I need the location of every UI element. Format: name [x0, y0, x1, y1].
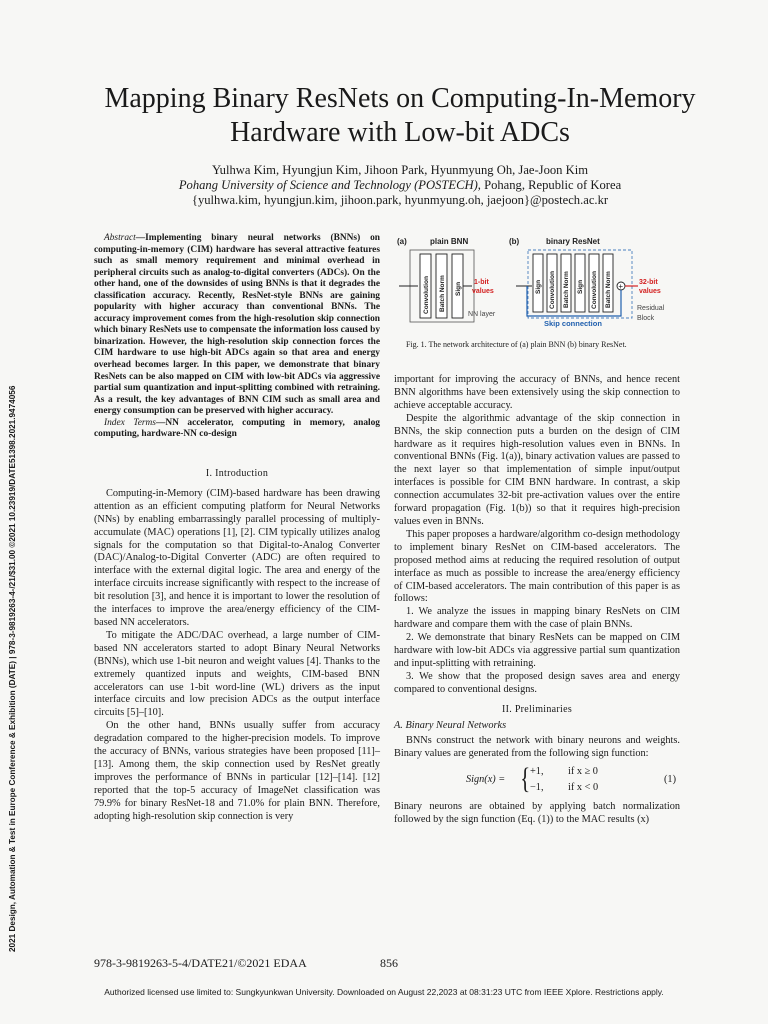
one-bit-label-2: values	[472, 288, 494, 295]
right-paragraph-2: This paper proposes a hardware/algorithm co-design methodology to implement binary ResNet on CIM-based accelerators. The proposed method aims at reducing the required resolution of output interface as much as possible to increase the area/energy efficiency of CIM-based accelerators. The main contribution of this paper is as follows:	[394, 528, 680, 605]
affiliation	[60, 178, 740, 193]
index-terms-label: Index Terms	[104, 417, 156, 428]
equation-case-2-condition: if x < 0	[568, 782, 599, 794]
residual-label-2: Block	[637, 315, 655, 322]
contribution-2: 2. We demonstrate that binary ResNets can be mapped on CIM hardware with low-bit ADCs via aggressive partial sum quantization and input-splitting with retraining.	[394, 632, 680, 669]
equation-case-2-value: −1,	[530, 782, 544, 794]
equation-case-1-condition: if x ≥ 0	[568, 766, 598, 778]
sign-label-b2: Sign	[577, 279, 584, 294]
title-line-1: Mapping Binary ResNets on Computing-In-Memory	[104, 83, 696, 114]
one-bit-label-1: 1-bit	[474, 279, 489, 286]
fig-title-b: binary ResNet	[546, 237, 600, 246]
left-column	[94, 468, 380, 823]
skip-connection-label: Skip connection	[544, 319, 602, 328]
conv-label-b2: Convolution	[591, 271, 598, 309]
author-emails: {yulhwa.kim, hyungjun.kim, jihoon.park, hyunmyung.oh, jaejoon}@postech.ac.kr	[191, 193, 609, 207]
bit32-label-2: values	[639, 288, 661, 295]
fig-label-a: (a)	[397, 237, 407, 246]
conv-label-b1: Convolution	[549, 271, 556, 309]
equation-brace: {	[520, 762, 531, 796]
figure-1	[394, 232, 684, 332]
after-equation-text: Binary neurons are obtained by applying batch normalization followed by the sign function (Eq. (1)) to the MAC results (x)	[394, 801, 680, 826]
bn-label-b1: Batch Norm	[563, 271, 570, 308]
abstract-label: Abstract	[104, 233, 136, 243]
subsection-a-heading: A. Binary Neural Networks	[394, 719, 507, 731]
right-paragraph-0: important for improving the accuracy of BNNs, and hence recent BNN algorithms have been extensively using the skip connection to achieve acceptable accuracy.	[394, 374, 680, 411]
bn-label-a: Batch Norm	[439, 275, 446, 312]
fig-label-b: (b)	[509, 237, 520, 246]
authorized-use-notice: Authorized licensed use limited to: Sungkyunkwan University. Downloaded on August 22,2023 at 08:31:23 UTC from IEEE Xplore. Restrictions apply.	[104, 987, 664, 997]
fig-title-a: plain BNN	[430, 237, 469, 246]
affiliation-location: , Pohang, Republic of Korea	[477, 178, 622, 192]
side-copyright-text	[6, 262, 26, 952]
author-block	[60, 163, 740, 208]
section-2-heading: II. Preliminaries	[501, 703, 573, 715]
right-paragraph-1: Despite the algorithmic advantage of the skip connection in BNNs, the skip connection puts a burden on the design of CIM hardware as it requires high-resolution values even in BNNs. In conventional BNNs (Fig. 1(a)), binary activation values are passed to the next layer so that implementation of simple input/output interfaces is possible for CIM BNN hardware. In contrast, a skip connection accumulates 32-bit pre-activation values over the entire forward propagation (Fig. 1(b)) so that it requires high-precision values even in BNNs.	[394, 412, 680, 527]
equation-lhs: Sign(x) =	[466, 774, 506, 786]
intro-paragraph-3: On the other hand, BNNs usually suffer from accuracy degradation compared to the higher-precision models. To improve the accuracy of BNNs, various strategies have been proposed [11]–[13]. Among them, the skip connection used by ResNet greatly improves the performance of BNNs in particular [12]–[14]. [12] reported that the top-5 accuracy of ImageNet classification was 79.9% for binary ResNet-18 and 71.0% for plain BNN. Therefore, adopting high-resolution skip connection is very	[94, 720, 380, 822]
conv-label-a: Convolution	[423, 276, 430, 314]
nn-layer-label: NN layer	[468, 311, 496, 318]
abstract-text: —Implementing binary neural networks (BNNs) on computing-in-memory (CIM) hardware has several attractive features such as small memory requirement and minimal overhead in peripheral circuits such as analog-to-digital converters (ADCs). On the other hand, one of the downsides of using BNNs is that it degrades the classification accuracy. Recently, ResNet-style BNNs are gaining popularity with higher accuracy than conventional BNNs. The accuracy improvement comes from the high-resolution skip connection which binary ResNets use to compensate the information loss caused by binarization. However, the high-resolution skip connection forces the CIM hardware to use high-bit ADCs again so that area and energy overhead becomes larger. In this paper, we demonstrate that binary ResNets can be also mapped on CIM with low-bit ADCs via aggressive partial sum quantization and input-splitting combined with retraining. As a result, the key advantages of BNN CIM such as small area and energy consumption can be preserved with higher accuracy.	[94, 233, 380, 417]
contribution-3: 3. We show that the proposed design saves area and energy compared to conventional designs.	[394, 670, 680, 695]
side-text: 2021 Design, Automation & Test in Europe Conference & Exhibition (DATE) | 978-3-9819263-4-/21/$31.00 ©2021 10.23919/DATE51398.2021.9474056	[8, 385, 17, 952]
equation-1	[394, 764, 680, 798]
abstract	[94, 233, 380, 441]
index-terms-text: —NN accelerator, computing in memory, analog computing, hardware-NN co-design	[94, 417, 380, 440]
equation-number: (1)	[664, 774, 677, 786]
figure-1-caption: Fig. 1. The network architecture of (a) plain BNN (b) binary ResNet.	[406, 340, 627, 349]
intro-paragraph-1: Computing-in-Memory (CIM)-based hardware has been drawing attention as an efficient computing platform for Neural Networks (NNs) by enabling embarrassingly parallel processing of multiply-accumulate (MAC) operations [1], [2]. CIM typically utilizes analog signals for the computation so that Digital-to-Analog Converter (DAC)/Analog-to-Digital Converter (ADC) are often required to interface with the external digital logic. The area and energy of the interface circuits increase significantly with respect to the increase of bit resolution [3], and hence it is important to lower the resolution of the interfaces to improve the area/energy efficiency of the CIM-based NN accelerators.	[94, 487, 380, 628]
footer-isbn: 978-3-9819263-5-4/DATE21/©2021 EDAA	[94, 956, 307, 970]
right-column	[394, 374, 680, 827]
contribution-1: 1. We analyze the issues in mapping binary ResNets on CIM hardware and compare them with the case of plain BNNs.	[394, 606, 680, 631]
affiliation-name: Pohang University of Science and Technology (POSTECH)	[178, 178, 478, 192]
page-number: 856	[380, 956, 398, 970]
section-1-heading: I. Introduction	[205, 468, 269, 479]
paper-title	[60, 82, 740, 150]
bnn-paragraph: BNNs construct the network with binary neurons and weights. Binary values are generated from the following sign function:	[394, 735, 680, 760]
intro-paragraph-2: To mitigate the ADC/DAC overhead, a large number of CIM-based NN accelerators started to adopt Binary Neural Networks (BNNs), which use 1-bit neuron and weight values [4]. Thanks to the extremely quantized inputs and weights, CIM-based BNN accelerators can use 1-bit word-line (WL) drivers as the input interface circuits and low precision ADCs as the output interface circuits [5]–[10].	[94, 629, 380, 719]
bit32-label-1: 32-bit	[639, 279, 658, 286]
add-node-symbol: +	[618, 282, 624, 291]
equation-case-1-value: +1,	[530, 766, 544, 778]
sign-label-a: Sign	[455, 281, 462, 296]
author-names: Yulhwa Kim, Hyungjun Kim, Jihoon Park, Hyunmyung Oh, Jae-Joon Kim	[211, 163, 589, 177]
sign-label-b1: Sign	[535, 279, 542, 294]
residual-label-1: Residual	[637, 305, 665, 312]
title-line-2: Hardware with Low-bit ADCs	[230, 117, 570, 148]
bn-label-b2: Batch Norm	[605, 271, 612, 308]
